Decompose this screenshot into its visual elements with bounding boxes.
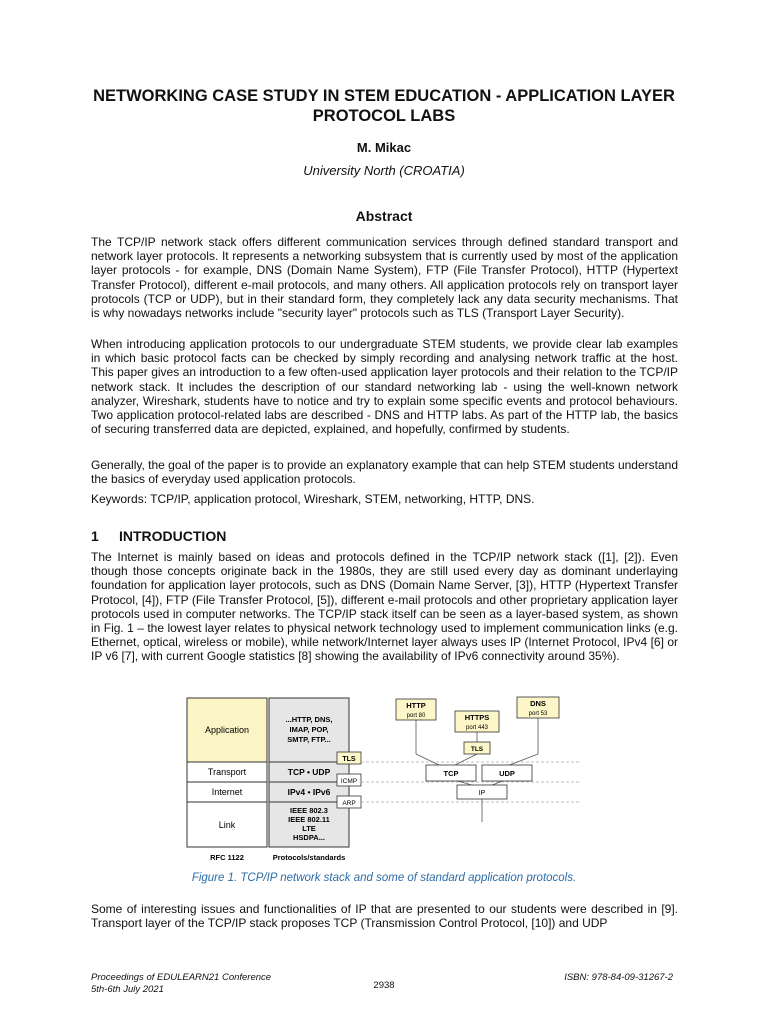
section-heading [91, 528, 226, 544]
udp-label: UDP [499, 769, 515, 778]
app-protocols-line-2: IMAP, POP, [289, 725, 329, 734]
tcp-label: TCP [443, 769, 459, 778]
layer-link-label: Link [218, 820, 236, 830]
internet-protocols: IPv4 • IPv6 [287, 787, 331, 797]
tcpip-stack-diagram [185, 694, 585, 869]
footer-conference: Proceedings of EDULEARN21 Conference [91, 972, 272, 983]
section-number: 1 [91, 528, 99, 544]
figure-caption: Figure 1. TCP/IP network stack and some of standard application protocols. [191, 872, 577, 884]
https-label: HTTPS [464, 713, 490, 722]
app-protocols-line-3: SMTP, FTP... [287, 735, 331, 744]
http-port: port 80 [406, 713, 426, 719]
protocols-standards-label: Protocols/standards [272, 853, 346, 862]
link-protocol-3: LTE [302, 824, 316, 833]
icmp-side-label: ICMP [340, 778, 358, 785]
tls-side-label: TLS [342, 756, 356, 763]
page-number: 2938 [373, 980, 395, 991]
intro-paragraph-1: The Internet is mainly based on ideas and protocols defined in the TCP/IP network stack ([1], [2]). Even though those concepts originate back in the 1980s, they are still used every day as dominant underlaying foundation for application layer protocols, such as DNS (Domain Name Server, [3]), HTTP (Hypertext Transfer Protocol, [4]), FTP (File Transfer Protocol, [5]), different e-mail protocols and other proprietary application layer protocols used in computer networks. The TCP/IP stack itself can be seen as a layer-based system, as shown in Fig. 1 – the lowest layer relates to physical network technology used to implement communication links (e.g. Ethernet, optical, wireless or mobile), while network/Internet layer always uses IP (Internet Protocol, IPv4 [6] or IP v6 [7], with current Google statistics [8] showing the availability of IPv6 connectivity around 35%). [91, 550, 678, 664]
abstract-heading: Abstract [355, 208, 413, 224]
intro-paragraph-2: Some of interesting issues and functionalities of IP that are presented to our students were described in [9]. Transport layer of the TCP/IP stack proposes TCP (Transmission Control Protocol, [10]) and UDP [91, 902, 678, 931]
paper-title: NETWORKING CASE STUDY IN STEM EDUCATION - APPLICATION LAYER PROTOCOL LABS [93, 87, 675, 125]
arp-side-label: ARP [342, 800, 356, 807]
section-title: INTRODUCTION [119, 528, 227, 544]
author-affiliation: University North (CROATIA) [303, 163, 465, 178]
keywords: Keywords: TCP/IP, application protocol, Wireshark, STEM, networking, HTTP, DNS. [91, 492, 535, 506]
abstract-paragraph-2: When introducing application protocols to our undergraduate STEM students, we provide clear lab examples in which basic protocol facts can be checked by simply recording and analysing network traffic at the host. This paper gives an introduction to a few often-used application layer protocols and their relation to the TCP/IP network stack. It includes the description of our standard networking lab - using the well-known network analyzer, Wireshark, students have to notice and try to explain some specific events and protocol behaviours. Two application protocol-related labs are described - DNS and HTTP labs. As part of the HTTP lab, the basics of securing transferred data are depicted, explained, and hopefully, confirmed by students. [91, 337, 678, 437]
layer-application-label: Application [204, 725, 250, 735]
rfc-label: RFC 1122 [210, 853, 244, 862]
link-protocol-2: IEEE 802.11 [288, 815, 330, 824]
layer-internet-label: Internet [211, 787, 243, 797]
layer-transport-label: Transport [207, 767, 247, 777]
transport-protocols: TCP • UDP [287, 767, 331, 777]
figure-1 [185, 694, 585, 869]
footer-isbn: ISBN: 978-84-09-31267-2 [564, 972, 673, 983]
app-protocols-line-1: ...HTTP, DNS, [285, 715, 333, 724]
tls-label: TLS [470, 746, 484, 753]
footer-dates: 5th-6th July 2021 [91, 984, 164, 995]
abstract-paragraph-1: The TCP/IP network stack offers different communication services through defined standard transport and network layer protocols. It represents a networking subsystem that is currently used by most of the application layer protocols - for example, DNS (Domain Name System), FTP (File Transfer Protocol), HTTP (Hypertext Transfer Protocol), different e-mail protocols, and many others. All application protocols rely on transport layer protocols (TCP or UDP), but in their standard form, they completely lack any data security mechanisms. That is why nowadays networks include "security layer" protocols such as TLS (Transport Layer Security). [91, 235, 678, 321]
ip-label: IP [478, 790, 486, 797]
abstract-paragraph-3: Generally, the goal of the paper is to provide an explanatory example that can help STEM students understand the basics of everyday used application protocols. [91, 458, 678, 487]
dns-port: port 53 [528, 711, 548, 717]
author-name: M. Mikac [356, 140, 412, 155]
dns-label: DNS [530, 699, 546, 708]
link-protocol-1: IEEE 802.3 [290, 806, 328, 815]
http-label: HTTP [406, 701, 426, 710]
link-protocol-4: HSDPA... [293, 833, 325, 842]
https-port: port 443 [465, 725, 489, 731]
